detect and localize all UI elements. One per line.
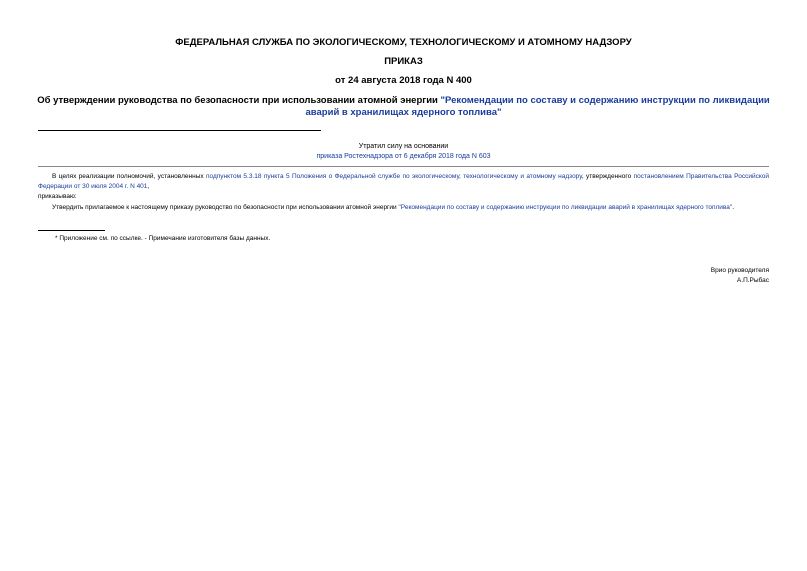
status-link-line (0, 153, 807, 160)
repeal-order-link[interactable]: приказа Ростехнадзора от 6 декабря 2018 года N 603 (316, 153, 491, 160)
preamble-text-3: , (147, 183, 150, 190)
signatory-role: Врио руководителя (710, 267, 769, 274)
approval-text-1: Утвердить прилагаемое к настоящему приказу руководство по безопасности при использовании атомной энергии (52, 204, 399, 211)
order-title-text: Об утверждении руководства по безопасности при использовании атомной энергии (37, 95, 441, 106)
order-directive: приказываю: (38, 193, 77, 200)
order-title-link[interactable]: "Рекомендации по составу и содержанию инструкции по ликвидации аварий в хранилищах ядерного топлива" (305, 95, 770, 118)
signatory-name: А.П.Рыбас (736, 277, 769, 284)
order-date-number: от 24 августа 2018 года N 400 (335, 75, 472, 86)
footnote-divider (38, 230, 105, 231)
document-type: ПРИКАЗ (384, 56, 423, 67)
status-label: Утратил силу на основании (358, 143, 449, 150)
title-divider (38, 130, 321, 131)
approval-text-2: . (732, 204, 735, 211)
approval-paragraph (38, 203, 769, 213)
footnote-text: * Приложение см. по ссылке. - Примечание изготовителя базы данных. (55, 235, 271, 242)
regulation-clause-link[interactable]: подпунктом 5.3.18 пункта 5 Положения о Федеральной службе по экологическому, технологическому и атомному надзору (205, 173, 582, 180)
government-decree-link[interactable]: постановлением Правительства Российской Федерации от 30 июля 2004 г. N 401 (38, 173, 769, 190)
guideline-link[interactable]: "Рекомендации по составу и содержанию инструкции по ликвидации аварий в хранилищах ядерного топлива" (398, 204, 733, 211)
agency-heading: ФЕДЕРАЛЬНАЯ СЛУЖБА ПО ЭКОЛОГИЧЕСКОМУ, ТЕХНОЛОГИЧЕСКОМУ И АТОМНОМУ НАДЗОРУ (175, 37, 632, 48)
preamble-paragraph (38, 172, 769, 192)
order-title (36, 95, 771, 119)
status-divider (38, 166, 769, 167)
preamble-text-2: , утвержденного (581, 173, 634, 180)
preamble-text-1: В целях реализации полномочий, установленных (52, 173, 206, 180)
